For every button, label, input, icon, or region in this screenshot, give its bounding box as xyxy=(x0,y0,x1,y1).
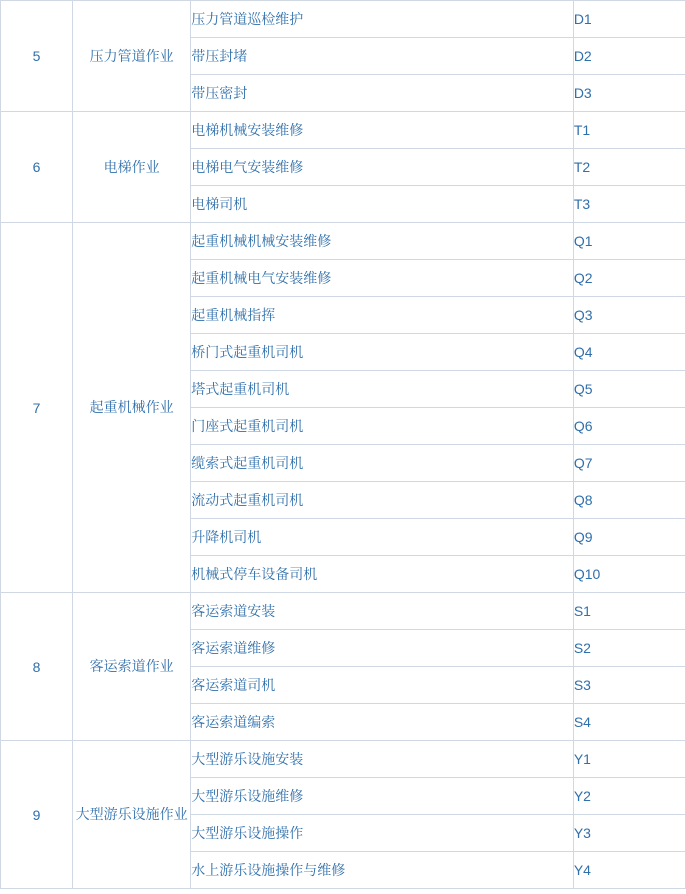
item-code-cell: Q9 xyxy=(573,519,685,556)
work-item-cell: 电梯机械安装维修 xyxy=(191,112,574,149)
item-code-cell: Q4 xyxy=(573,334,685,371)
work-item-cell: 起重机械电气安装维修 xyxy=(191,260,574,297)
item-code-cell: Q2 xyxy=(573,260,685,297)
work-item-cell: 客运索道编索 xyxy=(191,704,574,741)
work-item-cell: 流动式起重机司机 xyxy=(191,482,574,519)
work-item-cell: 客运索道安装 xyxy=(191,593,574,630)
item-code-cell: Q3 xyxy=(573,297,685,334)
item-code-cell: D1 xyxy=(573,1,685,38)
work-item-cell: 电梯司机 xyxy=(191,186,574,223)
item-code-cell: Q10 xyxy=(573,556,685,593)
item-code-cell: Q1 xyxy=(573,223,685,260)
item-code-cell: S1 xyxy=(573,593,685,630)
row-number-cell: 5 xyxy=(1,1,73,112)
item-code-cell: Y1 xyxy=(573,741,685,778)
item-code-cell: S3 xyxy=(573,667,685,704)
item-code-cell: Y3 xyxy=(573,815,685,852)
work-item-cell: 大型游乐设施安装 xyxy=(191,741,574,778)
work-item-cell: 压力管道巡检维护 xyxy=(191,1,574,38)
row-number-cell: 7 xyxy=(1,223,73,593)
work-item-cell: 大型游乐设施操作 xyxy=(191,815,574,852)
row-number-cell: 6 xyxy=(1,112,73,223)
work-item-cell: 起重机械指挥 xyxy=(191,297,574,334)
category-cell: 电梯作业 xyxy=(73,112,191,223)
work-item-cell: 塔式起重机司机 xyxy=(191,371,574,408)
item-code-cell: Q6 xyxy=(573,408,685,445)
item-code-cell: D2 xyxy=(573,38,685,75)
table-row xyxy=(1,741,686,778)
category-cell: 大型游乐设施作业 xyxy=(73,741,191,889)
work-item-cell: 水上游乐设施操作与维修 xyxy=(191,852,574,889)
item-code-cell: Q8 xyxy=(573,482,685,519)
item-code-cell: S4 xyxy=(573,704,685,741)
item-code-cell: T3 xyxy=(573,186,685,223)
item-code-cell: S2 xyxy=(573,630,685,667)
item-code-cell: T2 xyxy=(573,149,685,186)
table-body xyxy=(1,1,686,889)
work-item-cell: 门座式起重机司机 xyxy=(191,408,574,445)
work-item-cell: 客运索道维修 xyxy=(191,630,574,667)
work-item-cell: 升降机司机 xyxy=(191,519,574,556)
row-number-cell: 9 xyxy=(1,741,73,889)
work-item-cell: 大型游乐设施维修 xyxy=(191,778,574,815)
work-item-cell: 带压封堵 xyxy=(191,38,574,75)
category-cell: 压力管道作业 xyxy=(73,1,191,112)
work-item-cell: 机械式停车设备司机 xyxy=(191,556,574,593)
work-item-cell: 缆索式起重机司机 xyxy=(191,445,574,482)
category-cell: 客运索道作业 xyxy=(73,593,191,741)
table-row xyxy=(1,112,686,149)
item-code-cell: D3 xyxy=(573,75,685,112)
category-cell: 起重机械作业 xyxy=(73,223,191,593)
item-code-cell: Y4 xyxy=(573,852,685,889)
work-item-cell: 带压密封 xyxy=(191,75,574,112)
table-row xyxy=(1,1,686,38)
work-item-cell: 客运索道司机 xyxy=(191,667,574,704)
work-item-cell: 电梯电气安装维修 xyxy=(191,149,574,186)
row-number-cell: 8 xyxy=(1,593,73,741)
table-row xyxy=(1,223,686,260)
item-code-cell: Y2 xyxy=(573,778,685,815)
work-item-cell: 桥门式起重机司机 xyxy=(191,334,574,371)
table-row xyxy=(1,593,686,630)
item-code-cell: Q5 xyxy=(573,371,685,408)
item-code-cell: T1 xyxy=(573,112,685,149)
work-item-cell: 起重机械机械安装维修 xyxy=(191,223,574,260)
item-code-cell: Q7 xyxy=(573,445,685,482)
